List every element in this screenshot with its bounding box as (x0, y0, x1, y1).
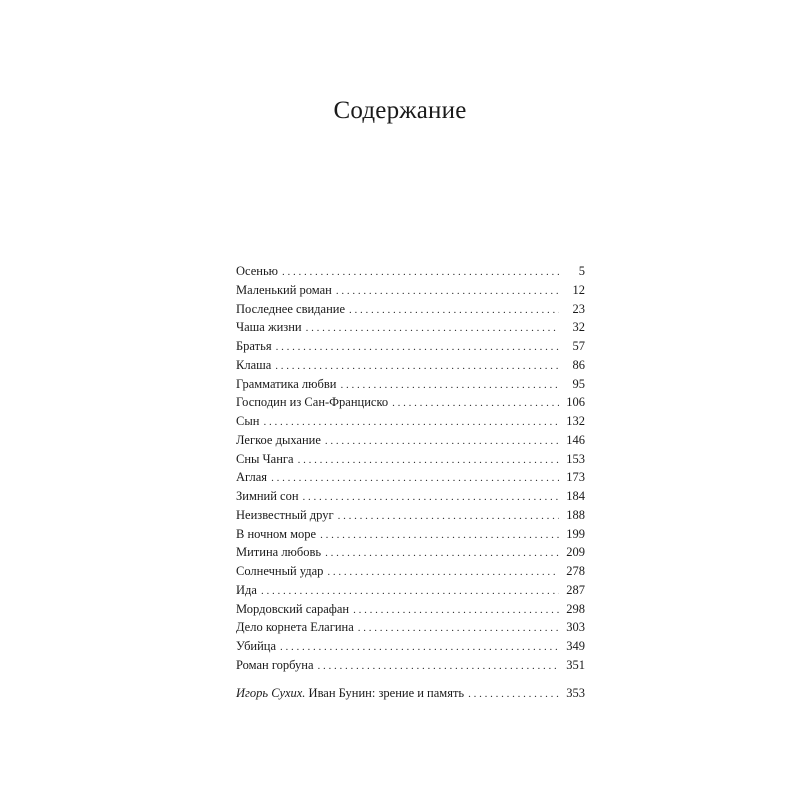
toc-entry-page: 5 (578, 264, 585, 278)
dot-leader (327, 563, 559, 582)
dot-leader (276, 338, 559, 357)
toc-entry-title: Сны Чанга (236, 451, 294, 466)
toc-entry (236, 468, 585, 487)
toc-entry-page: 287 (566, 582, 585, 597)
dot-leader (275, 357, 559, 376)
toc-entry (236, 543, 585, 562)
toc-entry-page: 278 (566, 564, 585, 578)
dot-leader (280, 638, 559, 657)
toc-entry (236, 318, 585, 337)
toc-entry-title: Осенью (236, 264, 279, 278)
table-of-contents (236, 262, 585, 675)
toc-entry (236, 281, 585, 300)
toc-entry (236, 393, 585, 412)
toc-entry-title: Роман горбуна (236, 657, 314, 672)
dot-leader (261, 582, 559, 601)
toc-entry-page: 303 (566, 620, 585, 635)
toc-entry (236, 375, 585, 394)
toc-entry-title: В ночном море (236, 526, 317, 541)
toc-entry-page: 23 (572, 301, 585, 316)
toc-entry-page: 173 (566, 470, 585, 485)
toc-entry-title: Грамматика любви (236, 376, 337, 391)
toc-entry-page: 209 (566, 545, 585, 560)
toc-entry-title: Легкое дыхание (236, 432, 321, 447)
toc-entry-title: Аглая (236, 470, 268, 485)
toc-entry-title: Дело корнета Елагина (236, 620, 354, 635)
toc-entry (236, 356, 585, 375)
toc-entry-page: 184 (566, 489, 585, 503)
dot-leader (271, 469, 559, 488)
toc-entry (236, 412, 585, 431)
toc-entry-title: Зимний сон (236, 489, 299, 503)
toc-entry-page: 153 (566, 451, 585, 466)
toc-entry-title (236, 684, 468, 703)
dot-leader (336, 282, 559, 301)
toc-entry (236, 431, 585, 450)
toc-entry-page: 146 (566, 432, 585, 447)
toc-entry-page: 188 (566, 507, 585, 522)
toc-entry (236, 562, 585, 581)
toc-entry-title: Митина любовь (236, 545, 322, 560)
toc-entry-title: Братья (236, 339, 272, 353)
dot-leader (358, 619, 559, 638)
toc-entry (236, 506, 585, 525)
dot-leader (349, 301, 559, 320)
dot-leader (298, 451, 559, 470)
toc-entry (236, 337, 585, 356)
toc-entry (236, 300, 585, 319)
toc-entry-title: Сын (236, 414, 260, 428)
toc-entry (236, 656, 585, 675)
dot-leader (263, 413, 559, 432)
toc-entry-title: Ида (236, 582, 257, 597)
toc-entry-page: 57 (572, 339, 585, 353)
toc-entry (236, 637, 585, 656)
toc-entry (236, 450, 585, 469)
dot-leader (282, 263, 559, 282)
dot-leader (353, 601, 559, 620)
toc-entry-title: Неизвестный друг (236, 507, 334, 522)
toc-entry (236, 525, 585, 544)
toc-entry-title: Чаша жизни (236, 320, 302, 335)
toc-entry-page: 349 (566, 639, 585, 653)
toc-entry-page: 12 (572, 282, 585, 297)
toc-entry-title: Маленький роман (236, 282, 332, 297)
toc-entry (236, 684, 585, 703)
afterword-entry (236, 684, 585, 703)
dot-leader (340, 376, 559, 395)
dot-leader (318, 657, 559, 676)
toc-entry (236, 618, 585, 637)
toc-entry-title: Мордовский сарафан (236, 601, 350, 616)
dot-leader (325, 432, 559, 451)
dot-leader (320, 526, 559, 545)
afterword-title: Иван Бунин: зрение и память (305, 686, 465, 700)
toc-entry-title: Последнее свидание (236, 301, 346, 316)
dot-leader (392, 394, 559, 413)
toc-entry (236, 581, 585, 600)
toc-entry-page: 132 (566, 414, 585, 428)
toc-entry-title: Убийца (236, 639, 277, 653)
toc-entry-page: 32 (572, 320, 585, 335)
toc-entry-page: 86 (572, 357, 585, 372)
toc-entry-page: 199 (566, 526, 585, 541)
toc-entry-page: 353 (566, 686, 585, 700)
toc-entry-page: 106 (566, 395, 585, 410)
toc-entry-title: Солнечный удар (236, 564, 324, 578)
toc-entry (236, 600, 585, 619)
toc-entry-page: 351 (566, 657, 585, 672)
dot-leader (468, 685, 559, 704)
toc-entry-page: 95 (572, 376, 585, 391)
dot-leader (325, 544, 559, 563)
toc-entry (236, 487, 585, 506)
dot-leader (338, 507, 559, 526)
toc-entry-page: 298 (566, 601, 585, 616)
afterword-author: Игорь Сухих. (236, 686, 306, 700)
toc-entry-title: Клаша (236, 357, 272, 372)
dot-leader (306, 319, 559, 338)
dot-leader (303, 488, 559, 507)
toc-entry (236, 262, 585, 281)
toc-entry-title: Господин из Сан-Франциско (236, 395, 389, 410)
page-title: Содержание (333, 97, 467, 124)
